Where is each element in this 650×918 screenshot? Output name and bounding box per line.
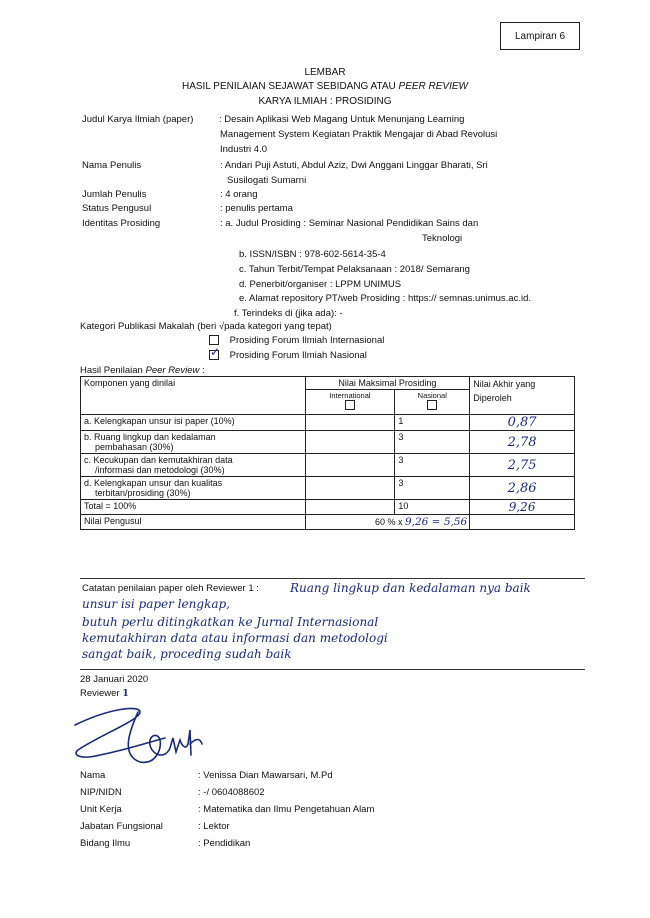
row-akhir-text: 2,78 (507, 434, 537, 450)
jumlah-value: : 4 orang (220, 189, 258, 200)
info-label: Jabatan Fungsional (80, 821, 163, 832)
identitas-b: b. ISSN/ISBN : 978-602-5614-35-4 (239, 249, 386, 260)
judul-value-2: Management System Kegiatan Praktik Mengajar di Abad Revolusi (220, 129, 498, 140)
status-label: Status Pengusul (82, 203, 152, 214)
reviewer-info-row (80, 787, 500, 804)
pengusul-akhir (470, 515, 575, 530)
kategori-opt1-label: Prosiding Forum Ilmiah Internasional (229, 335, 385, 346)
tanggal: 28 Januari 2020 (80, 674, 149, 685)
table-pengusul-row (81, 515, 575, 530)
row-international (305, 477, 395, 500)
identitas-c: c. Tahun Terbit/Tempat Pelaksanaan : 2018/ Semarang (239, 264, 470, 275)
kategori-opt2[interactable] (209, 345, 367, 361)
reviewer-label (80, 688, 129, 699)
score-table (80, 376, 575, 530)
row-akhir (470, 477, 575, 500)
title-hasil (0, 81, 650, 92)
row-komponen-text: a. Kelengkapan unsur isi paper (10%) (84, 416, 235, 426)
identitas-f: f. Terindeks di (jika ada): - (234, 308, 343, 319)
info-label: Unit Kerja (80, 804, 122, 815)
signature-image (70, 700, 210, 770)
row-nasional-text: 1 (398, 416, 404, 426)
total-akhir-text: 9,26 (508, 500, 536, 514)
penulis-value: : Andari Puji Astuti, Abdul Aziz, Dwi Anggani Linggar Bharati, Sri (220, 160, 488, 171)
reviewer-number: 1 (122, 688, 129, 699)
table-row (81, 415, 575, 431)
header-international (305, 390, 395, 415)
reviewer-info-row (80, 838, 500, 855)
row-komponen (81, 477, 306, 500)
row-nasional (395, 415, 470, 431)
info-value: : -/ 0604088602 (198, 787, 265, 798)
lampiran-box (500, 22, 580, 50)
info-value: : Venissa Dian Mawarsari, M.Pd (198, 770, 333, 781)
hasil-label (80, 365, 205, 376)
info-value: : Matematika dan Ilmu Pengetahuan Alam (198, 804, 375, 815)
total-nasional (395, 500, 470, 515)
total-international (305, 500, 395, 515)
header-nilai-akhir (470, 377, 575, 415)
header-diperoleh-text: Diperoleh (473, 393, 512, 403)
checkbox-nasional[interactable] (209, 345, 221, 360)
catatan-box (80, 578, 585, 670)
table-header-row (81, 377, 575, 390)
header-nilai-akhir-text: Nilai Akhir yang (473, 379, 536, 389)
row-komponen-text-2: pembahasan (30%) (95, 442, 174, 452)
jumlah-label: Jumlah Penulis (82, 189, 147, 200)
catatan-label: Catatan penilaian paper oleh Reviewer 1 : (82, 583, 259, 594)
catatan-line-4: kemutakhiran data atau informasi dan metodologi (82, 631, 388, 645)
row-nasional (395, 477, 470, 500)
row-international (305, 415, 395, 431)
total-nasional-text: 10 (398, 501, 409, 511)
title-peer-review: PEER REVIEW (398, 81, 468, 92)
row-akhir-text: 2,75 (507, 457, 537, 473)
reviewer-info-row (80, 821, 500, 838)
row-akhir (470, 415, 575, 431)
identitas-label: Identitas Prosiding (82, 218, 161, 229)
total-akhir (470, 500, 575, 515)
kategori-opt1[interactable] (209, 335, 384, 346)
reviewer-info-row (80, 770, 500, 787)
header-nasional (395, 390, 470, 415)
pengusul-label (81, 515, 306, 530)
info-label: Bidang Ilmu (80, 838, 131, 849)
judul-label: Judul Karya Ilmiah (paper) (82, 114, 194, 125)
signature-stroke (75, 708, 202, 762)
judul-value-3: Industri 4.0 (220, 144, 267, 155)
row-international (305, 431, 395, 454)
info-value: : Pendidikan (198, 838, 251, 849)
catatan-line-3: butuh perlu ditingkatkan ke Jurnal Internasional (82, 615, 379, 629)
row-akhir-text: 2,86 (507, 480, 537, 496)
row-akhir (470, 431, 575, 454)
check-mark-icon: ✓ (210, 345, 221, 360)
pengusul-value (305, 515, 470, 530)
row-komponen (81, 415, 306, 431)
header-nilai-max-text: Nilai Maksimal Prosiding (338, 378, 437, 388)
header-international-text: International (329, 391, 371, 400)
header-nilai-max (305, 377, 470, 390)
info-label: NIP/NIDN (80, 787, 122, 798)
row-akhir-text: 0,87 (507, 415, 537, 430)
identitas-a2: Teknologi (422, 233, 463, 244)
identitas-a: : a. Judul Prosiding : Seminar Nasional Pendidikan Sains dan (220, 218, 479, 229)
info-value: : Lektor (198, 821, 230, 832)
row-nasional (395, 454, 470, 477)
hasil-label-end: : (199, 365, 205, 376)
checkbox-internasional[interactable] (209, 335, 219, 345)
identitas-d: d. Penerbit/organiser : LPPM UNIMUS (239, 279, 402, 290)
identitas-e: e. Alamat repository PT/web Prosiding : https:// semnas.unimus.ac.id. (239, 293, 531, 304)
catatan-line-5: sangat baik, proceding sudah baik (82, 647, 292, 661)
row-komponen-text: d. Kelengkapan unsur dan kualitas (84, 478, 223, 488)
pengusul-label-text: Nilai Pengusul (84, 516, 142, 526)
penulis-label: Nama Penulis (82, 160, 142, 171)
lampiran-label: Lampiran 6 (514, 30, 566, 42)
row-komponen (81, 431, 306, 454)
header-nasional-text: Nasional (417, 391, 447, 400)
title-karya: KARYA ILMIAH : PROSIDING (258, 96, 392, 107)
row-international (305, 454, 395, 477)
kategori-label: Kategori Publikasi Makalah (beri √pada kategori yang tepat) (80, 321, 332, 332)
hasil-label-italic: Peer Review (145, 365, 200, 376)
checkbox-international-col[interactable] (345, 400, 355, 410)
checkbox-nasional-col[interactable] (427, 400, 437, 410)
table-row (81, 431, 575, 454)
reviewer-label-text: Reviewer (80, 688, 123, 699)
table-row (81, 454, 575, 477)
header-komponen-text: Komponen yang dinilai (84, 378, 176, 388)
kategori-opt2-label: Prosiding Forum Ilmiah Nasional (229, 350, 367, 361)
row-komponen-text-2: /informasi dan metodologi (30%) (95, 465, 225, 475)
row-komponen-text: b. Ruang lingkup dan kedalaman (84, 432, 216, 442)
judul-value: : Desain Aplikasi Web Magang Untuk Menunjang Learning (219, 114, 465, 125)
reviewer-info (80, 770, 500, 855)
catatan-line-1: Ruang lingkup dan kedalaman nya baik (290, 581, 531, 595)
title-hasil-text: HASIL PENILAIAN SEJAWAT SEBIDANG ATAU (181, 81, 399, 92)
row-nasional-text: 3 (398, 478, 404, 488)
header-komponen (81, 377, 306, 415)
table-total-row (81, 500, 575, 515)
info-label: Nama (80, 770, 106, 781)
row-komponen (81, 454, 306, 477)
row-komponen-text: c. Kecukupan dan kemutakhiran data (84, 455, 233, 465)
total-label (81, 500, 306, 515)
row-nasional-text: 3 (398, 432, 404, 442)
catatan-line-2: unsur isi paper lengkap, (82, 597, 230, 611)
title-lembar: LEMBAR (304, 67, 346, 78)
row-nasional (395, 431, 470, 454)
total-label-text: Total = 100% (84, 501, 137, 511)
row-akhir (470, 454, 575, 477)
status-value: : penulis pertama (220, 203, 293, 214)
hasil-label-text: Hasil Penilaian (80, 365, 146, 376)
table-row (81, 477, 575, 500)
reviewer-info-row (80, 804, 500, 821)
row-nasional-text: 3 (398, 455, 404, 465)
penulis-value-2: Susilogati Sumarni (227, 175, 307, 186)
pengusul-hand-text: 9,26 = 5,56 (404, 516, 468, 528)
row-komponen-text-2: terbitan/prosiding (30%) (95, 488, 191, 498)
pengusul-value-text: 60 % x (374, 517, 405, 527)
